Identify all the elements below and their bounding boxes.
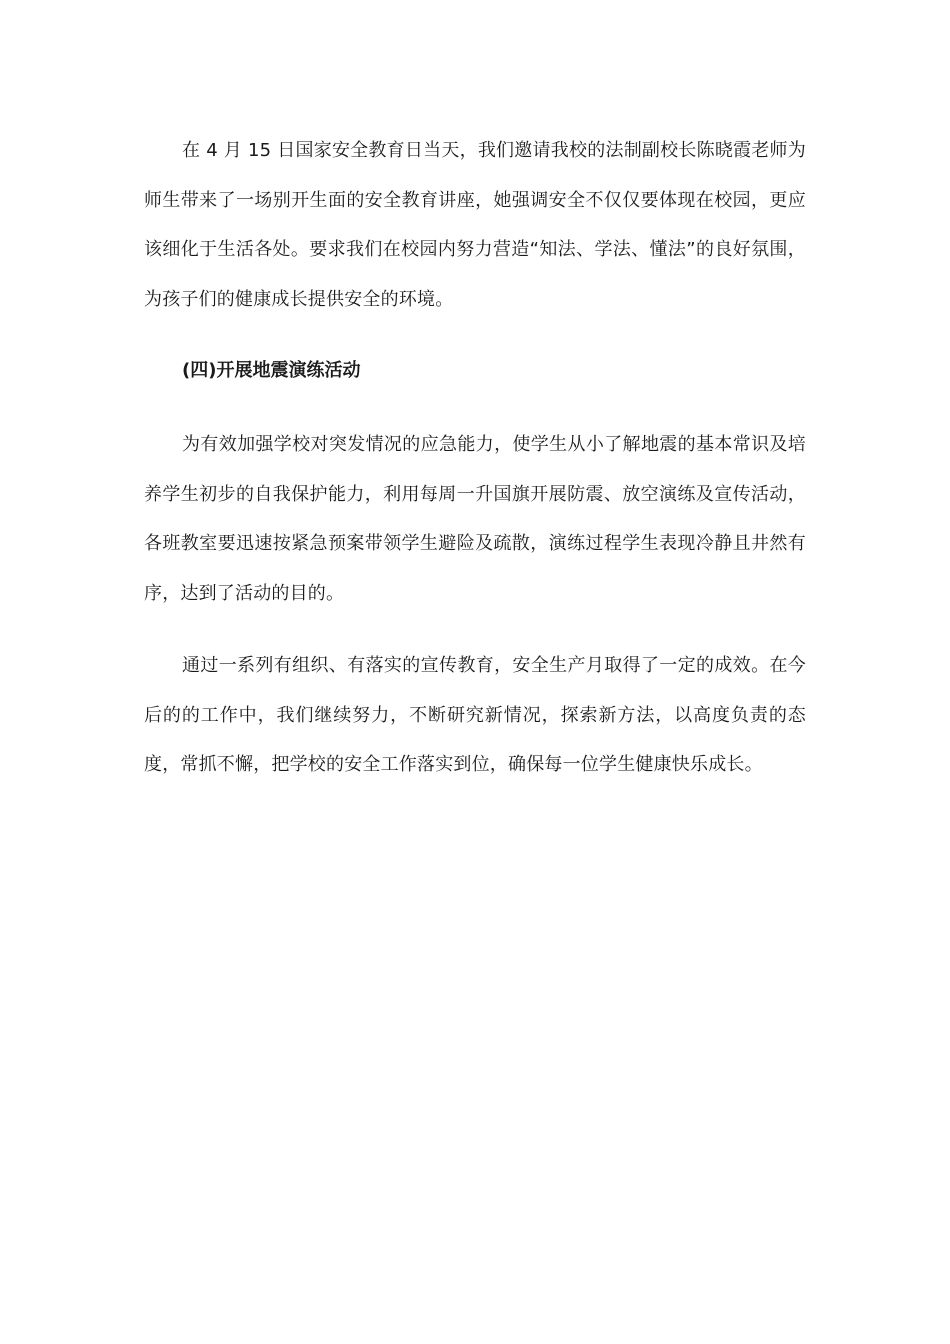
paragraph-safety-lecture: 在 4 月 15 日国家安全教育日当天，我们邀请我校的法制副校长陈晓霞老师为师生带来了一场别开生面的安全教育讲座，她强调安全不仅仅要体现在校园，更应该细化于生活各处。要求我们在校园内努力营造“知法、学法、懂法”的良好氛围，为孩子们的健康成长提供安全的环境。 (144, 140, 806, 310)
paragraph-earthquake-drill: 为有效加强学校对突发情况的应急能力，使学生从小了解地震的基本常识及培养学生初步的自我保护能力，利用每周一升国旗开展防震、放空演练及宣传活动，各班教室要迅速按紧急预案带领学生避险及疏散，演练过程学生表现冷静且井然有序，达到了活动的目的。 (144, 434, 806, 604)
section-heading-earthquake-drill: (四)开展地震演练活动 (182, 360, 361, 381)
paragraph-conclusion: 通过一系列有组织、有落实的宣传教育，安全生产月取得了一定的成效。在今后的的工作中，我们继续努力，不断研究新情况，探索新方法，以高度负责的态度，常抓不懈，把学校的安全工作落实到位，确保每一位学生健康快乐成长。 (144, 655, 806, 775)
